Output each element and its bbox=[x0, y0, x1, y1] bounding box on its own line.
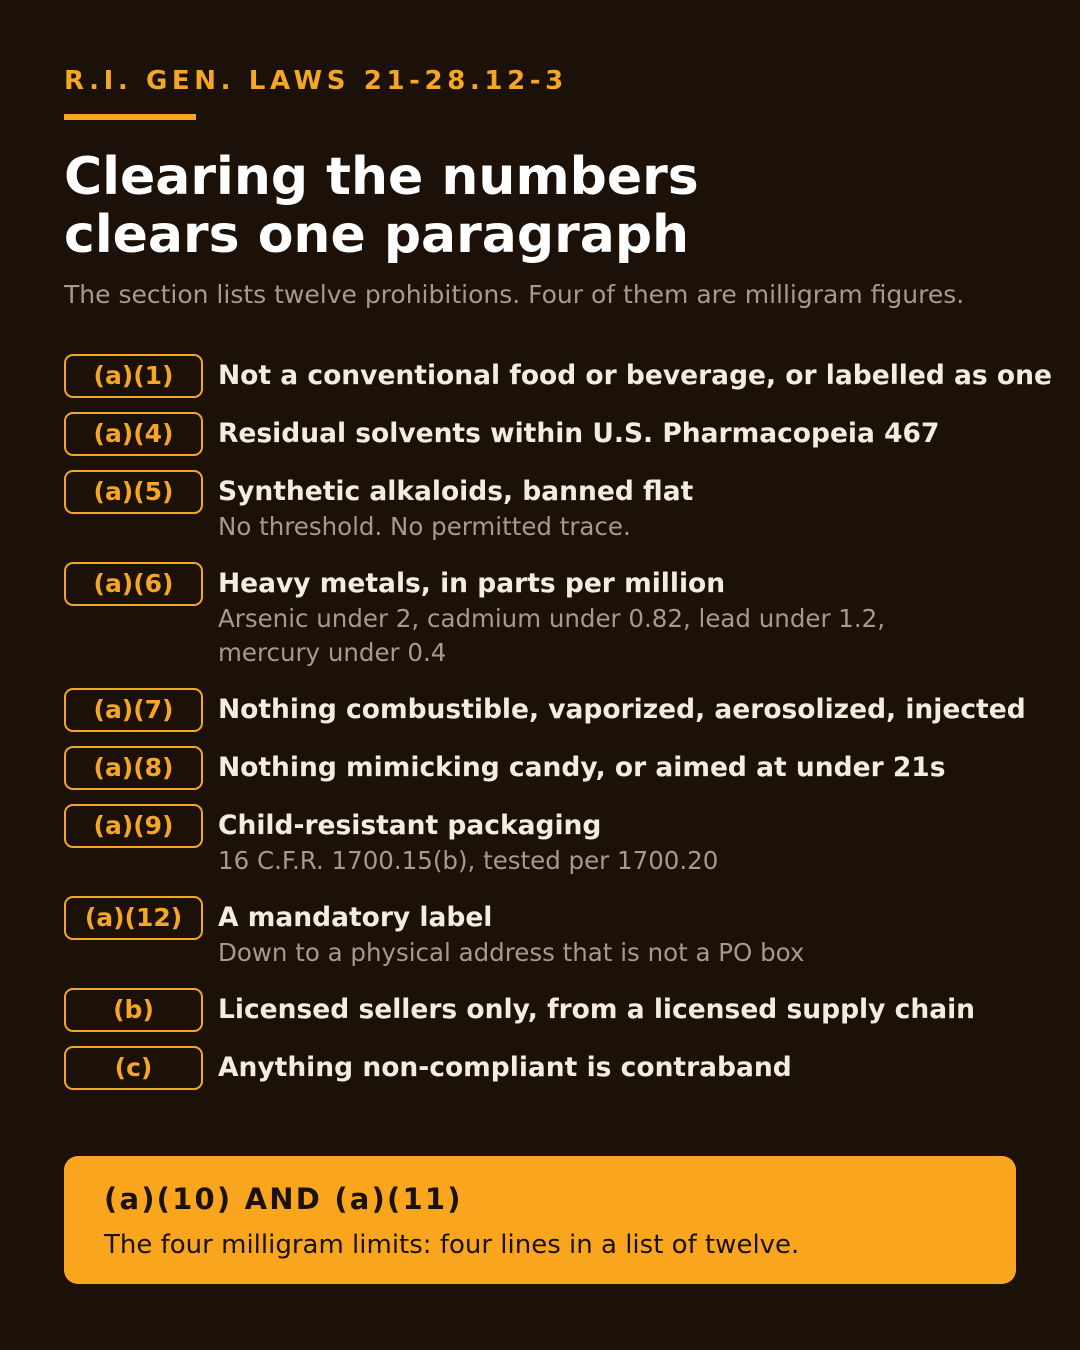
callout-body: The four milligram limits: four lines in a list of twelve. bbox=[104, 1230, 800, 1260]
list-item-text bbox=[218, 988, 1068, 1032]
list-item-title: Not a conventional food or beverage, or labelled as one bbox=[218, 360, 1052, 391]
paragraph-tag: (a)(9) bbox=[64, 804, 203, 848]
paragraph-tag: (a)(12) bbox=[64, 896, 203, 940]
list-item-title: Heavy metals, in parts per million bbox=[218, 568, 726, 599]
list-item-title: Licensed sellers only, from a licensed supply chain bbox=[218, 994, 976, 1025]
list-item-text bbox=[218, 804, 1068, 878]
list-item-title: Nothing mimicking candy, or aimed at under 21s bbox=[218, 752, 946, 783]
page-title bbox=[64, 148, 699, 264]
list-item-text bbox=[218, 562, 1068, 670]
paragraph-tag: (a)(1) bbox=[64, 354, 203, 398]
list-item-title: Nothing combustible, vaporized, aerosolized, injected bbox=[218, 694, 1026, 725]
paragraph-tag: (b) bbox=[64, 988, 203, 1032]
list-item-title: Residual solvents within U.S. Pharmacopeia 467 bbox=[218, 418, 940, 449]
list-item-text bbox=[218, 688, 1068, 732]
statute-citation: R.I. GEN. LAWS 21-28.12-3 bbox=[64, 66, 568, 96]
list-item-note: Down to a physical address that is not a PO box bbox=[218, 938, 805, 967]
list-item-title: Anything non-compliant is contraband bbox=[218, 1052, 792, 1083]
list-item-title: Child-resistant packaging bbox=[218, 810, 602, 841]
list-item-note: 16 C.F.R. 1700.15(b), tested per 1700.20 bbox=[218, 846, 719, 875]
list-item-note: No threshold. No permitted trace. bbox=[218, 512, 631, 541]
list-item-text bbox=[218, 1046, 1068, 1090]
list-item-text bbox=[218, 896, 1068, 970]
page-subtitle: The section lists twelve prohibitions. Four of them are milligram figures. bbox=[64, 280, 965, 309]
list-item-title: A mandatory label bbox=[218, 902, 493, 933]
list-item-text bbox=[218, 354, 1068, 398]
list-item-note: Arsenic under 2, cadmium under 0.82, lead under 1.2, mercury under 0.4 bbox=[218, 604, 886, 667]
page-title-line-2: clears one paragraph bbox=[64, 205, 690, 265]
paragraph-tag: (a)(4) bbox=[64, 412, 203, 456]
callout-title: (a)(10) AND (a)(11) bbox=[104, 1182, 463, 1216]
list-item-text bbox=[218, 470, 1068, 544]
paragraph-tag: (a)(7) bbox=[64, 688, 203, 732]
accent-rule bbox=[64, 114, 196, 120]
list-item-text bbox=[218, 412, 1068, 456]
milligram-callout bbox=[64, 1156, 1016, 1284]
page-title-line-1: Clearing the numbers bbox=[64, 147, 699, 207]
list-item-title: Synthetic alkaloids, banned flat bbox=[218, 476, 694, 507]
paragraph-tag: (c) bbox=[64, 1046, 203, 1090]
paragraph-tag: (a)(5) bbox=[64, 470, 203, 514]
paragraph-tag: (a)(6) bbox=[64, 562, 203, 606]
list-item-text bbox=[218, 746, 1068, 790]
paragraph-tag: (a)(8) bbox=[64, 746, 203, 790]
